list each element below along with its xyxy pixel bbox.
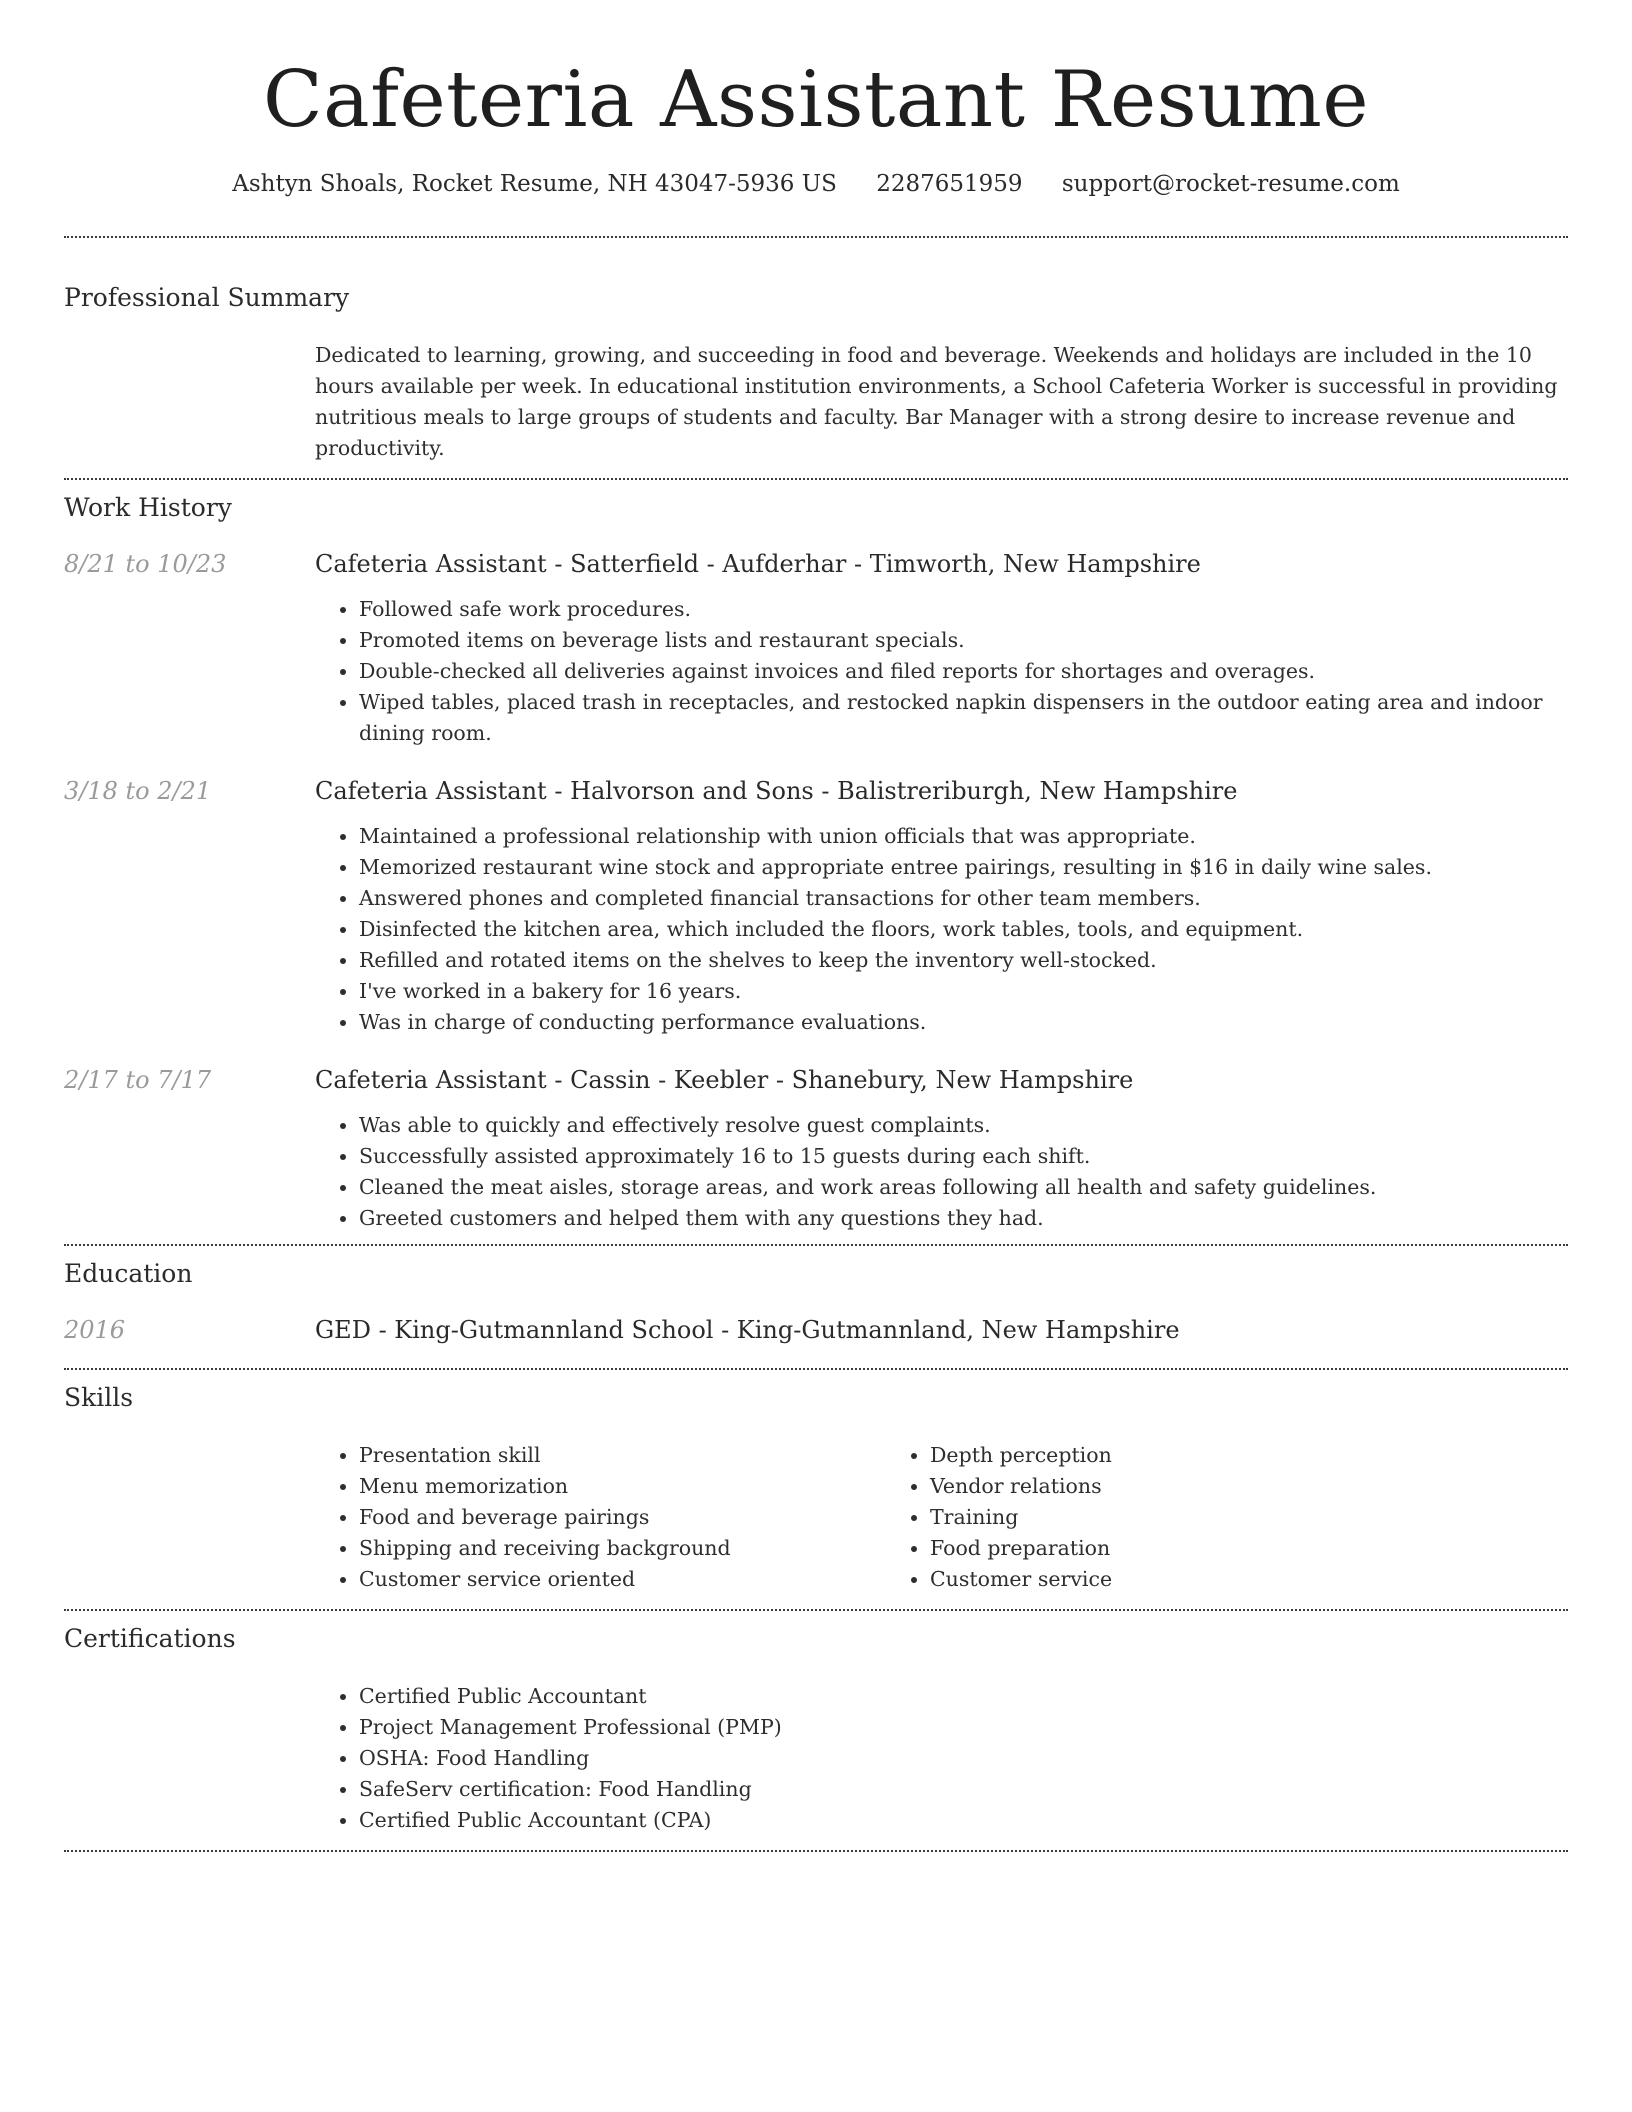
section-divider [64, 1244, 1568, 1246]
skill-item: • Depth perception [930, 1440, 1386, 1471]
job-bullet: • Greeted customers and helped them with any questions they had. [359, 1203, 1568, 1234]
skills-column-left [315, 1440, 886, 1595]
certifications-heading: Certifications [64, 1624, 236, 1653]
job-bullets [315, 1110, 1568, 1234]
job-bullet: • Double-checked all deliveries against invoices and filed reports for shortages and overages. [359, 656, 1568, 687]
skills-list [315, 1440, 1568, 1595]
certifications-list [315, 1681, 1568, 1836]
summary-heading: Professional Summary [64, 283, 350, 312]
resume-page [64, 0, 1568, 1852]
skill-item: • Menu memorization [359, 1471, 886, 1502]
skill-item: • Customer service oriented [359, 1564, 886, 1595]
job-bullet: • I've worked in a bakery for 16 years. [359, 976, 1568, 1007]
job-entry [64, 548, 1568, 749]
job-bullet: • Promoted items on beverage lists and restaurant specials. [359, 625, 1568, 656]
job-title: Cafeteria Assistant - Satterfield - Aufderhar - Timworth, New Hampshire [315, 550, 1201, 578]
job-bullet: • Cleaned the meat aisles, storage areas, and work areas following all health and safety guidelines. [359, 1172, 1568, 1203]
job-title: Cafeteria Assistant - Halvorson and Sons - Balistreriburgh, New Hampshire [315, 777, 1238, 805]
skill-item: • Food preparation [930, 1533, 1386, 1564]
work-history-heading: Work History [64, 493, 232, 522]
job-dates: 8/21 to 10/23 [64, 550, 227, 578]
job-bullet: • Successfully assisted approximately 16 to 15 guests during each shift. [359, 1141, 1568, 1172]
resume-title: Cafeteria Assistant Resume [262, 55, 1370, 145]
education-year: 2016 [64, 1316, 126, 1344]
skills-column-right [886, 1440, 1386, 1595]
skill-item: • Customer service [930, 1564, 1386, 1595]
skill-item: • Vendor relations [930, 1471, 1386, 1502]
certification-item: • OSHA: Food Handling [359, 1743, 1568, 1774]
contact-phone: 2287651959 [876, 171, 1023, 197]
job-bullet: • Refilled and rotated items on the shelves to keep the inventory well-stocked. [359, 945, 1568, 976]
job-bullet: • Followed safe work procedures. [359, 594, 1568, 625]
section-divider [64, 236, 1568, 238]
job-bullet: • Was able to quickly and effectively resolve guest complaints. [359, 1110, 1568, 1141]
skills-heading: Skills [64, 1383, 134, 1412]
skill-item: • Food and beverage pairings [359, 1502, 886, 1533]
contact-email: support@rocket-resume.com [1061, 171, 1400, 197]
job-bullet: • Wiped tables, placed trash in receptacles, and restocked napkin dispensers in the outdoor eating area and indoor dining room. [359, 687, 1568, 749]
summary-text: Dedicated to learning, growing, and succeeding in food and beverage. Weekends and holidays are included in the 10 hours available per week. In educational institution environments, a School Cafeteria Worker is successful in providing nutritious meals to large groups of students and faculty. Bar Manager with a strong desire to increase revenue and productivity. [315, 343, 1558, 460]
job-title: Cafeteria Assistant - Cassin - Keebler - Shanebury, New Hampshire [315, 1066, 1134, 1094]
certification-item: • Certified Public Accountant [359, 1681, 1568, 1712]
certification-item: • SafeServ certification: Food Handling [359, 1774, 1568, 1805]
education-heading: Education [64, 1259, 193, 1288]
job-bullets [315, 821, 1568, 1038]
education-entry [64, 1314, 1568, 1346]
job-bullets [315, 594, 1568, 749]
job-bullet: • Maintained a professional relationship with union officials that was appropriate. [359, 821, 1568, 852]
job-bullet: • Answered phones and completed financial transactions for other team members. [359, 883, 1568, 914]
skill-item: • Training [930, 1502, 1386, 1533]
job-dates: 3/18 to 2/21 [64, 777, 212, 805]
job-entry [64, 775, 1568, 1038]
contact-address: Ashtyn Shoals, Rocket Resume, NH 43047-5936 US [232, 171, 837, 197]
job-dates: 2/17 to 7/17 [64, 1066, 212, 1094]
skill-item: • Shipping and receiving background [359, 1533, 886, 1564]
skill-item: • Presentation skill [359, 1440, 886, 1471]
job-bullet: • Was in charge of conducting performance evaluations. [359, 1007, 1568, 1038]
certification-item: • Project Management Professional (PMP) [359, 1712, 1568, 1743]
section-divider [64, 478, 1568, 480]
job-entry [64, 1064, 1568, 1234]
job-bullet: • Memorized restaurant wine stock and appropriate entree pairings, resulting in $16 in daily wine sales. [359, 852, 1568, 883]
section-divider [64, 1368, 1568, 1370]
section-divider [64, 1850, 1568, 1852]
certification-item: • Certified Public Accountant (CPA) [359, 1805, 1568, 1836]
education-title: GED - King-Gutmannland School - King-Gutmannland, New Hampshire [315, 1316, 1180, 1344]
section-divider [64, 1609, 1568, 1611]
contact-line [64, 168, 1568, 200]
job-bullet: • Disinfected the kitchen area, which included the floors, work tables, tools, and equipment. [359, 914, 1568, 945]
